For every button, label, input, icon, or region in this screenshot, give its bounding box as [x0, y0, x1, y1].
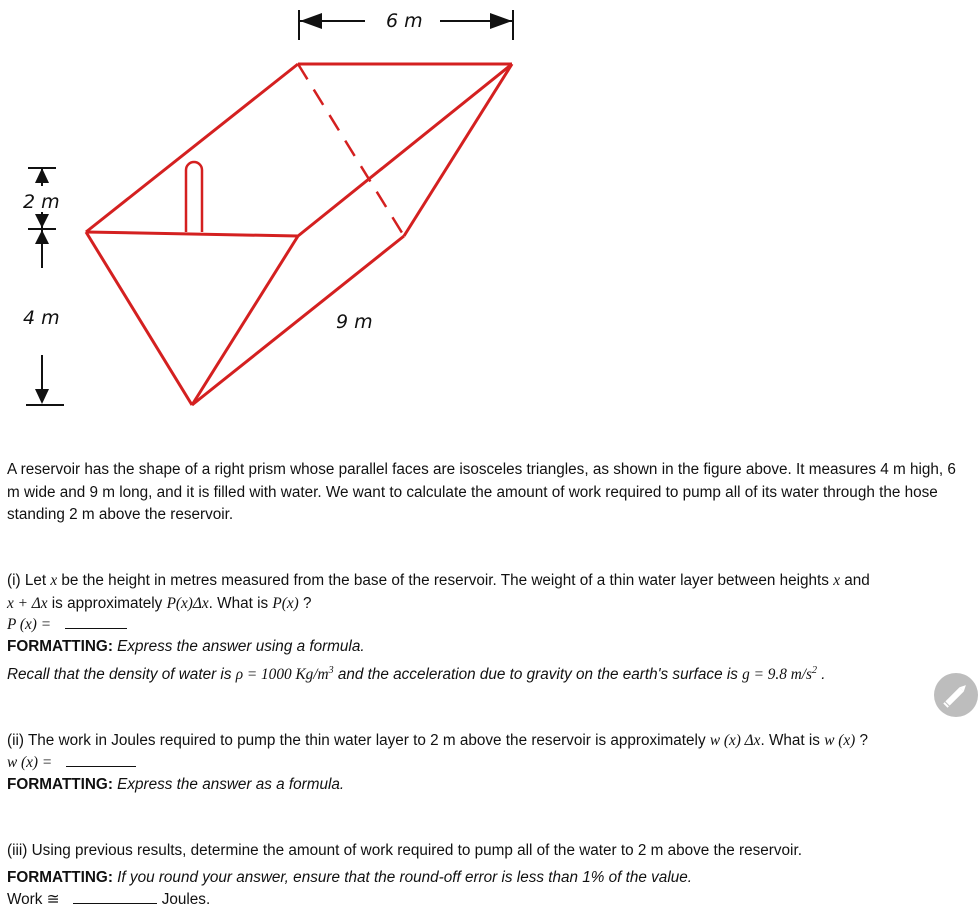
- part3-answer-label: Work ≅: [7, 891, 60, 908]
- edit-button[interactable]: [934, 673, 978, 717]
- height-top-label: 2 m: [23, 191, 60, 213]
- part2-answer-label: w (x) =: [7, 754, 53, 771]
- part2-answer-input[interactable]: [66, 752, 136, 767]
- part2-formatting: FORMATTING: Express the answer as a formula.: [7, 776, 345, 793]
- width-label: 6 m: [386, 10, 423, 32]
- part1-answer-input[interactable]: [65, 614, 127, 629]
- part1-recall: Recall that the density of water is ρ = 1000 $Kg/m^3$ and the acceleration due to gravity on the earth's surface is g = 9.8 $m/s^2$ .: [7, 664, 826, 683]
- part1-question: (i) Let x be the height in metres measured from the base of the reservoir. The weight of a thin water layer between heights x and x + Δx is approximately P(x)Δx. What is P(x) ?: [7, 572, 870, 612]
- height-bottom-label: 4 m: [23, 307, 60, 329]
- part3-answer-row: [7, 889, 967, 912]
- hidden-edge: [298, 64, 404, 236]
- prism: [86, 64, 512, 405]
- part3-formatting: FORMATTING: If you round your answer, ensure that the round-off error is less than 1% of the value.: [7, 869, 692, 886]
- intro-paragraph: A reservoir has the shape of a right prism whose parallel faces are isosceles triangles, as shown in the figure above. It measures 4 m high, 6 m wide and 9 m long, and it is filled with water. We want to calculate the amount of work required to pump all of its water through the hose standing 2 m above the reservoir.: [7, 461, 956, 523]
- pencil-icon: [934, 673, 978, 717]
- part1-answer-label: P (x) =: [7, 616, 52, 633]
- part3-question: (iii) Using previous results, determine the amount of work required to pump all of the water to 2 m above the reservoir.: [7, 842, 802, 859]
- reservoir-figure: [0, 0, 978, 420]
- part3-unit: Joules.: [161, 891, 211, 908]
- hose: [186, 162, 202, 232]
- length-label: 9 m: [336, 311, 373, 333]
- part3-answer-input[interactable]: [73, 889, 157, 904]
- part2-answer-row: [7, 752, 967, 775]
- part2-question: (ii) The work in Joules required to pump the thin water layer to 2 m above the reservoir is approximately w (x) Δx. What is w (x) ?: [7, 732, 868, 749]
- part1-answer-row: [7, 614, 967, 637]
- part1-formatting: FORMATTING: Express the answer using a formula.: [7, 638, 365, 655]
